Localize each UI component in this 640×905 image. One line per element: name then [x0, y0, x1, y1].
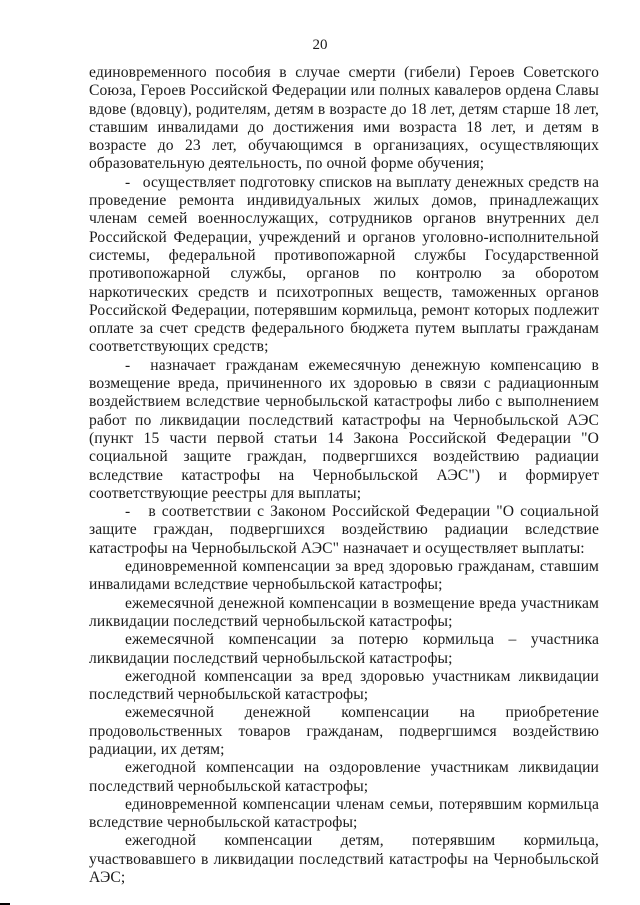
paragraph-12: ежегодной компенсации детям, потерявшим кормильца, участвовавшего в ликвидации последствий катастрофы на Чернобыльской АЭС;: [89, 832, 599, 887]
paragraph-6: ежемесячной денежной компенсации в возмещение вреда участникам ликвидации последствий чернобыльской катастрофы;: [89, 594, 599, 630]
paragraph-2: - осуществляет подготовку списков на выплату денежных средств на проведение ремонта индивидуальных жилых домов, принадлежащих членам семей военнослужащих, сотрудников органов внутренних дел Российской Федерации, учреждений и органов уголовно-исполнительной системы, федеральной противопожарной службы Государственной противопожарной службы, органов по контролю за оборотом наркотических средств и психотропных веществ, таможенных органов Российской Федерации, потерявшим кормильца, ремонт которых подлежит оплате за счет средств федерального бюджета путем выплаты гражданам соответствующих средств;: [89, 173, 599, 356]
paragraph-10: ежегодной компенсации на оздоровление участникам ликвидации последствий чернобыльской катастрофы;: [89, 759, 599, 795]
document-body: [89, 64, 599, 887]
page-number: 20: [312, 37, 328, 53]
paragraph-4: - в соответствии с Законом Российской Федерации "О социальной защите граждан, подвергшихся воздействию радиации вследствие катастрофы на Чернобыльской АЭС" назначает и осуществляет выплаты:: [89, 503, 599, 557]
paragraph-8: ежегодной компенсации за вред здоровью участникам ликвидации последствий чернобыльской катастрофы;: [89, 667, 599, 704]
paragraph-1: единовременного пособия в случае смерти (гибели) Героев Советского Союза, Героев Российской Федерации или полных кавалеров ордена Славы вдове (вдовцу), родителям, детям в возрасте до 18 лет, детям старше 18 лет, ставшим инвалидами до достижения ими возраста 18 лет, и детям в возрасте до 23 лет, обучающимся в организациях, осуществляющих образовательную деятельность, по очной форме обучения;: [89, 64, 599, 173]
paragraph-5: единовременной компенсации за вред здоровью гражданам, ставшим инвалидами вследствие чернобыльской катастрофы;: [89, 558, 599, 594]
paragraph-7: ежемесячной компенсации за потерю кормильца – участника ликвидации последствий чернобыльской катастрофы;: [89, 631, 599, 667]
paragraph-3: - назначает гражданам ежемесячную денежную компенсацию в возмещение вреда, причиненного их здоровью в связи с радиационным воздействием вследствие чернобыльской катастрофы либо с выполнением работ по ликвидации последствий катастрофы на Чернобыльской АЭС (пункт 15 части первой статьи 14 Закона Российской Федерации "О социальной защите граждан, подвергшихся воздействию радиации вследствие катастрофы на Чернобыльской АЭС") и формирует соответствующие реестры для выплаты;: [89, 356, 599, 502]
paragraph-9: ежемесячной денежной компенсации на приобретение продовольственных товаров гражданам, подвергшимся воздействию радиации, их детям;: [89, 704, 599, 758]
paragraph-11: единовременной компенсации членам семьи, потерявшим кормильца вследствие чернобыльской катастрофы;: [89, 795, 599, 832]
